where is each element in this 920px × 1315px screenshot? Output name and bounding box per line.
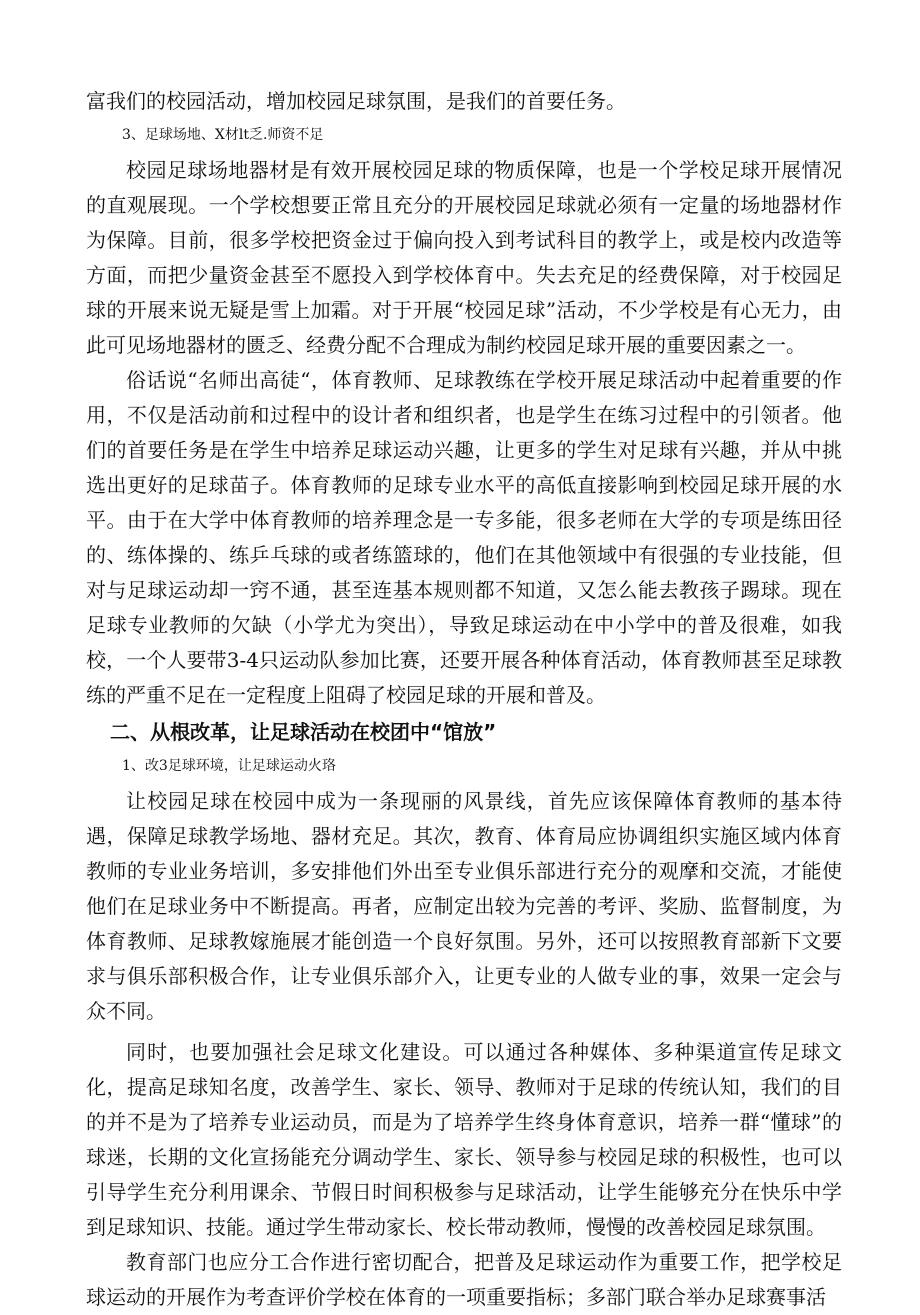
subheading-environment: 1、改3足球环境，让足球运动火珞 [122,758,336,774]
subheading-field-equipment: 3、足球场地、X材lt乏.师资不足 [122,127,324,143]
section-heading-reform: 二、从根改革，让足球活动在校团中“馆放” [110,720,497,744]
paragraph-environment: 让校园足球在校园中成为一条现丽的风景线，首先应该保障体育教师的基本待遇，保障足球教学场地、器材充足。其次，教育、体育局应协调组织实施区域内体育教师的专业业务培训，多安排他们外出至专业俱乐部进行充分的观摩和交流，才能使他们在足球业务中不断提高。再者，应制定出较为完善的考评、奖励、监督制度，为体育教师、足球教嫁施展才能创造一个良好氛围。另外，还可以按照教育部新下文要求与俱乐部积极合作，让专业俱乐部介入，让更专业的人做专业的事，效果一定会与众不同。 [86,789,842,1023]
paragraph-departments: 教育部门也应分工合作进行密切配合，把普及足球运动作为重要工作，把学校足球运动的开展作为考查评价学校在体育的一项重要指标；多部门联合举办足球赛事活 [86,1250,842,1309]
paragraph-teachers: 俗话说“名师出高徒“，体育教师、足球教练在学校开展足球活动中起着重要的作用，不仅是活动前和过程中的设计者和组织者，也是学生在练习过程中的引领者。他们的首要任务是在学生中培养足球运动兴趣，让更多的学生对足球有兴趣，并从中挑选出更好的足球苗子。体育教师的足球专业水平的高低直接影响到校园足球开展的水平。由于在大学中体育教师的培养理念是一专多能，很多老师在大学的专项是练田径的、练体操的、练乒乓球的或者练篮球的，他们在其他领域中有很强的专业技能，但对与足球运动却一窍不通，甚至连基本规则都不知道，又怎么能去教孩子踢球。现在足球专业教师的欠缺（小学尤为突出），导致足球运动在中小学中的普及很难，如我校，一个人要带3-4只运动队参加比赛，还要开展各种体育活动，体育教师甚至足球教练的严重不足在一定程度上阻碍了校园足球的开展和普及。 [86,368,842,707]
paragraph-continued: 富我们的校园活动，增加校园足球氛围，是我们的首要任务。 [86,89,626,113]
paragraph-culture: 同时，也要加强社会足球文化建设。可以通过各种媒体、多种渠道宣传足球文化，提高足球知名度，改善学生、家长、领导、教师对于足球的传统认知，我们的目的并不是为了培养专业运动员，而是为了培养学生终身体育意识，培养一群“懂球”的球迷，长期的文化宣扬能充分调动学生、家长、领导参与校园足球的积极性，也可以引导学生充分利用课余、节假日时间积极参与足球活动，让学生能够充分在快乐中学到足球知识、技能。通过学生带动家长、校长带动教师，慢慢的改善校园足球氛围。 [86,1040,842,1239]
document-page [86,84,842,1315]
paragraph-field-equipment: 校园足球场地器材是有效开展校园足球的物质保障，也是一个学校足球开展情况的直观展现。一个学校想要正常且充分的开展校园足球就必须有一定量的场地器材作为保障。目前，很多学校把资金过于偏向投入到考试科目的教学上，或是校内改造等方面，而把少量资金甚至不愿投入到学校体育中。失去充足的经费保障，对于校园足球的开展来说无疑是雪上加霜。对于开展“校园足球”活动，不少学校是有心无力，由此可见场地器材的匮乏、经费分配不合理成为制约校园足球开展的重要因素之一。 [86,158,842,357]
